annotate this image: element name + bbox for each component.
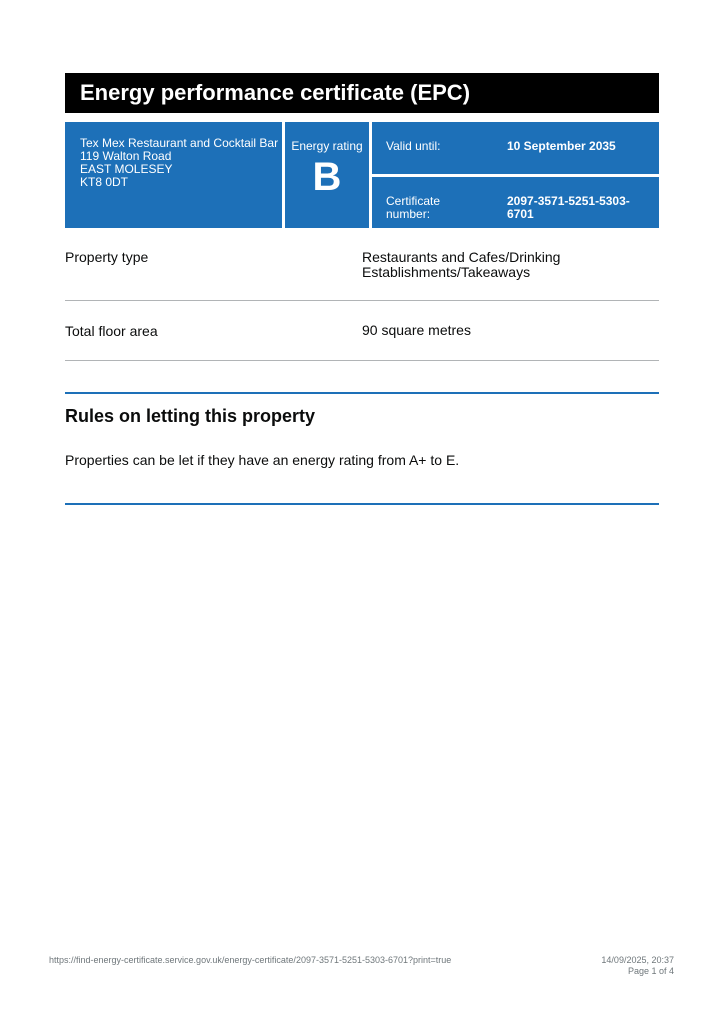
page-title: Energy performance certificate (EPC) [65, 73, 659, 113]
valid-until-panel [372, 122, 659, 174]
footer-url: https://find-energy-certificate.service.gov.uk/energy-certificate/2097-3571-5251-5303-6701?print=true [49, 955, 452, 965]
section-divider [65, 503, 659, 505]
energy-rating-value: B [312, 155, 342, 199]
energy-rating-label: Energy rating [291, 139, 363, 153]
energy-rating-panel [285, 122, 369, 228]
divider [65, 300, 659, 301]
rules-text: Properties can be let if they have an energy rating from A+ to E. [65, 452, 460, 468]
property-type-value-line-1: Restaurants and Cafes/Drinking [362, 249, 561, 265]
certificate-number-panel [372, 177, 659, 228]
certificate-number-line-1: 2097-3571-5251-5303- [507, 194, 630, 208]
footer-page-number: Page 1 of 4 [627, 966, 674, 976]
property-type-label: Property type [65, 249, 149, 265]
valid-until-label: Valid until: [386, 139, 441, 153]
property-type-value-line-2: Establishments/Takeaways [362, 264, 531, 280]
certificate-label [386, 195, 440, 221]
certificate-number [507, 195, 642, 221]
footer-meta [601, 955, 674, 977]
section-divider [65, 392, 659, 394]
address-panel [65, 122, 282, 228]
certificate-label-line-2: number: [386, 207, 431, 221]
floor-area-label: Total floor area [65, 323, 158, 339]
address-line-3: EAST MOLESEY [80, 162, 173, 176]
divider [65, 360, 659, 361]
footer-datetime: 14/09/2025, 20:37 [601, 955, 674, 965]
floor-area-value: 90 square metres [362, 322, 471, 338]
valid-until-value: 10 September 2035 [507, 139, 616, 153]
address-line-2: 119 Walton Road [80, 149, 172, 163]
certificate-label-line-1: Certificate [386, 194, 441, 208]
property-type-value [362, 250, 622, 280]
address-line-1: Tex Mex Restaurant and Cocktail Bar [80, 136, 279, 150]
address-postcode: KT8 0DT [80, 175, 129, 189]
certificate-number-line-2: 6701 [507, 207, 534, 221]
rules-heading: Rules on letting this property [65, 406, 316, 426]
